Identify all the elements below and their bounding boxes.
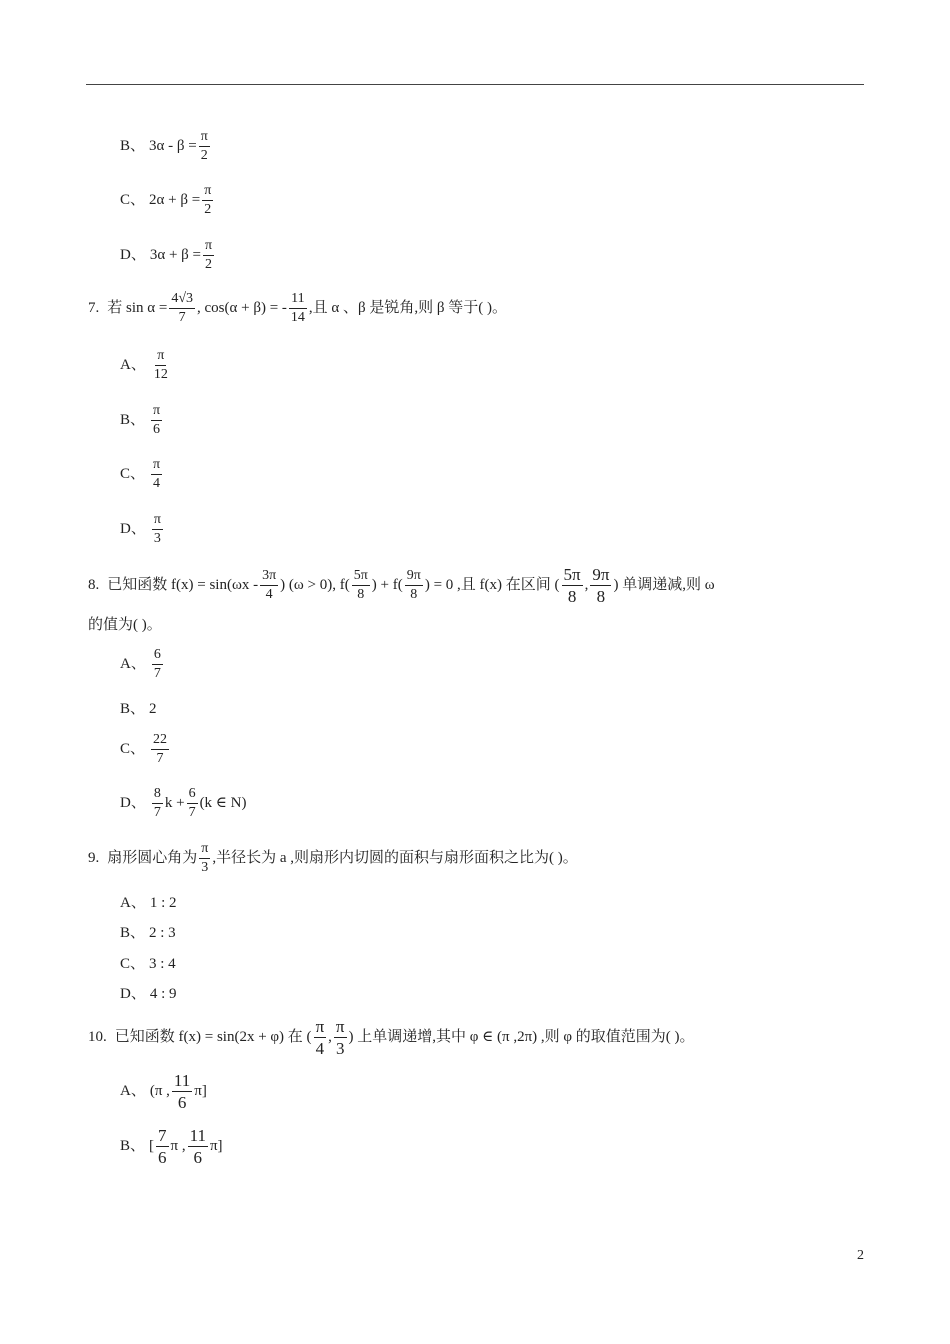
fraction: $\frac{3\pi}{4}$	[262, 568, 277, 602]
fraction: $\frac{8}{7}$	[153, 786, 161, 820]
q8-option-a[interactable]: A、 $\frac{6}{7}$	[120, 647, 161, 681]
fraction: $\frac{6}{7}$	[188, 786, 196, 820]
question-10: 10. 已知函数 f(x) = sin(2x + φ) 在 ( $\frac{\pi}{4}$ , $\frac{\pi}{3}$ ) 上单调递增,其中 φ ∈ (π ,2π) ,则 φ 的取值范围为( )。	[88, 1017, 695, 1058]
fraction: $\frac{22}{7}$	[153, 732, 168, 766]
q6-option-d[interactable]: D、 3α + β = $\frac{\pi}{2}$	[120, 238, 213, 272]
q8-option-d[interactable]: D、 $\frac{8}{7}$ k + $\frac{6}{7}$ (k ∈ N)	[120, 786, 247, 820]
fraction: $\frac{\pi}{4}$	[315, 1017, 325, 1058]
q9-option-a[interactable]: A、 1 : 2	[120, 895, 177, 911]
q7-option-d[interactable]: D、 $\frac{\pi}{3}$	[120, 512, 161, 546]
fraction: $\frac{11}{6}$	[189, 1126, 206, 1167]
fraction: $\frac{4√3}{7}$	[171, 291, 194, 325]
page-number: 2	[857, 1248, 864, 1263]
q8-option-b[interactable]: B、 2	[120, 701, 157, 717]
header-rule	[86, 84, 864, 85]
fraction: $\frac{\pi}{3}$	[153, 512, 161, 546]
fraction: $\frac{5\pi}{8}$	[563, 565, 581, 606]
fraction: $\frac{\pi}{4}$	[153, 457, 161, 491]
fraction: $\frac{\pi}{12}$	[153, 348, 168, 382]
q8-option-c[interactable]: C、 $\frac{22}{7}$	[120, 732, 168, 766]
question-9: 9. 扇形圆心角为 $\frac{\pi}{3}$ ,半径长为 a ,则扇形内切圆的面积与扇形面积之比为( )。	[88, 841, 578, 875]
question-8-line2: 的值为( )。	[88, 617, 162, 633]
question-8: 8. 已知函数 f(x) = sin(ωx - $\frac{3\pi}{4}$ ) (ω > 0), f( $\frac{5\pi}{8}$ ) + f( $\frac{9\pi}{8}$ ) = 0 ,且 f(x) 在区间 ( $\frac{5\pi}{8}$ , $\frac{9\pi}{8}$ ) 单调递减,则 ω	[88, 565, 715, 606]
q6-option-c[interactable]: C、 2α + β = $\frac{\pi}{2}$	[120, 183, 212, 217]
fraction: $\frac{11}{6}$	[173, 1071, 191, 1112]
question-7: 7. 若 sin α = $\frac{4√3}{7}$ , cos(α + β) = - $\frac{11}{14}$ ,且 α 、β 是锐角,则 β 等于( )。	[88, 291, 508, 325]
fraction: $\frac{5\pi}{8}$	[353, 568, 368, 602]
fraction: $\frac{\pi}{2}$	[200, 129, 208, 163]
fraction: $\frac{11}{14}$	[290, 291, 305, 325]
q7-option-c[interactable]: C、 $\frac{\pi}{4}$	[120, 457, 161, 491]
q10-option-a[interactable]: A、 (π , $\frac{11}{6}$ π]	[120, 1071, 207, 1112]
fraction: $\frac{9\pi}{8}$	[592, 565, 610, 606]
q7-option-a[interactable]: A、 $\frac{\pi}{12}$	[120, 348, 168, 382]
fraction: $\frac{\pi}{3}$	[335, 1017, 345, 1058]
fraction: $\frac{\pi}{2}$	[204, 183, 212, 217]
fraction: $\frac{\pi}{6}$	[153, 403, 161, 437]
fraction: $\frac{\pi}{2}$	[205, 238, 213, 272]
q7-option-b[interactable]: B、 $\frac{\pi}{6}$	[120, 403, 161, 437]
q9-option-d[interactable]: D、 4 : 9	[120, 986, 177, 1002]
fraction: $\frac{7}{6}$	[158, 1126, 167, 1167]
fraction: $\frac{\pi}{3}$	[201, 841, 209, 875]
fraction: $\frac{6}{7}$	[153, 647, 161, 681]
q9-option-b[interactable]: B、 2 : 3	[120, 925, 176, 941]
q10-option-b[interactable]: B、 [ $\frac{7}{6}$ π , $\frac{11}{6}$ π]	[120, 1126, 223, 1167]
q9-option-c[interactable]: C、 3 : 4	[120, 956, 176, 972]
fraction: $\frac{9\pi}{8}$	[406, 568, 421, 602]
q6-option-b[interactable]: B、 3α - β = $\frac{\pi}{2}$	[120, 129, 208, 163]
